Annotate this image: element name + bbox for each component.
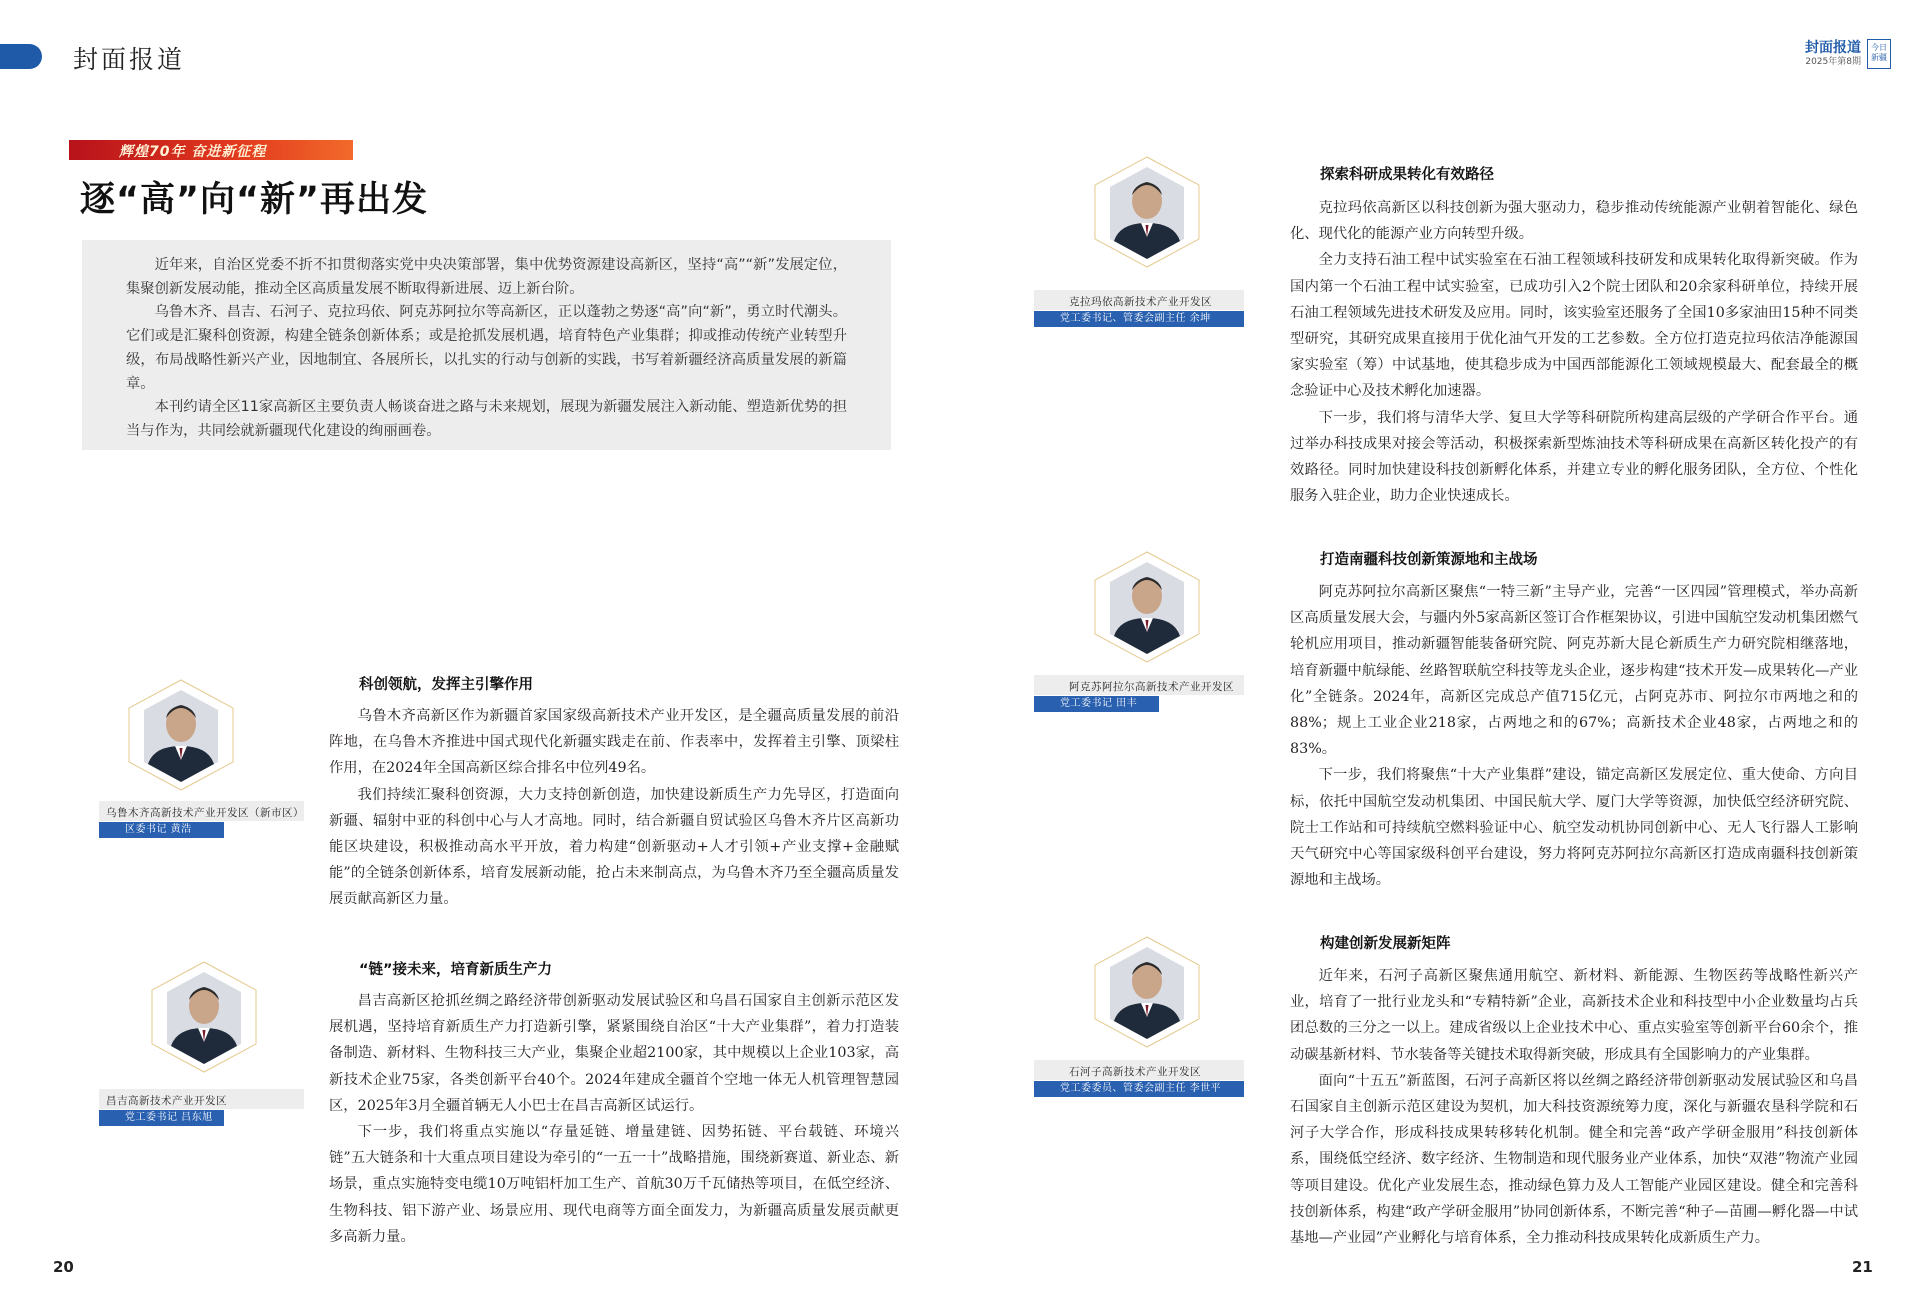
body-paragraph: 下一步，我们将重点实施以“存量延链、增量建链、因势拓链、平台载链、环境兴链”五大链条和十大重点项目建设为牵引的“一五一十”战略措施，围绕新赛道、新业态、新场景，重点实施特变电缆10万吨铝杆加工生产、首航30万千瓦储热等项目，在低空经济、生物科技、铝下游产业、场景应用、现代电商等方面全面发力，为新疆高质量发展贡献更多高新力量。 xyxy=(329,1124,899,1245)
anniversary-banner xyxy=(69,140,353,160)
body-paragraph: 乌鲁木齐高新区作为新疆首家国家级高新技术产业开发区，是全疆高质量发展的前沿阵地，在乌鲁木齐推进中国式现代化新疆实践走在前、作表率中，发挥着主引擎、顶梁柱作用，在2024年全国高新区综合排名中位列49名。 xyxy=(329,708,899,777)
section-body-karamay xyxy=(1290,195,1858,509)
profile-role: 党工委书记、管委会副主任 余坤 xyxy=(1034,311,1244,327)
intro-paragraph: 近年来，自治区党委不折不扣贯彻落实党中央决策部署，集中优势资源建设高新区，坚持“高”“新”发展定位，集聚创新发展动能，推动全区高质量发展不断取得新进展、迈上新台阶。 xyxy=(126,257,847,297)
magazine-badge: 今日新疆 xyxy=(1867,39,1891,69)
section-title: 封面报道 xyxy=(73,45,186,74)
profile-org: 乌鲁木齐高新技术产业开发区（新市区） xyxy=(106,807,304,819)
intro-paragraph: 乌鲁木齐、昌吉、石河子、克拉玛依、阿克苏阿拉尔等高新区，正以蓬勃之势逐“高”向“新”，勇立时代潮头。它们或是汇聚科创资源，构建全链条创新体系；或是抢抓发展机遇，培育特色产业集群；抑或推动传统产业转型升级，布局战略性新兴产业，因地制宜、各展所长，以扎实的行动与创新的实践，书写着新疆经济高质量发展的新篇章。 xyxy=(126,304,847,392)
body-paragraph: 下一步，我们将聚焦“十大产业集群”建设，锚定高新区发展定位、重大使命、方向目标，依托中国航空发动机集团、中国民航大学、厦门大学等资源，加快低空经济研究院、院士工作站和可持续航空燃料验证中心、航空发动机协同创新中心、无人飞行器人工影响天气研究中心等国家级科创平台建设，努力将阿克苏阿拉尔高新区打造成南疆科技创新策源地和主战场。 xyxy=(1290,767,1858,889)
body-paragraph: 克拉玛依高新区以科技创新为强大驱动力，稳步推动传统能源产业朝着智能化、绿色化、现代化的能源产业方向转型升级。 xyxy=(1290,200,1858,243)
section-body-shihezi xyxy=(1290,963,1858,1251)
profile-org: 石河子高新技术产业开发区 xyxy=(1069,1066,1201,1078)
section-heading-shihezi: 构建创新发展新矩阵 xyxy=(1320,936,1451,952)
portrait-frame xyxy=(147,960,261,1074)
portrait-photo xyxy=(1110,167,1184,259)
section-heading-urumqi: 科创领航，发挥主引擎作用 xyxy=(359,677,533,693)
article-headline: 逐“高”向“新”再出发 xyxy=(80,180,429,220)
body-paragraph: 昌吉高新区抢抓丝绸之路经济带创新驱动发展试验区和乌昌石国家自主创新示范区发展机遇，坚持培育新质生产力打造新引擎，紧紧围绕自治区“十大产业集群”，着力打造装备制造、新材料、生物科技三大产业，集聚企业超2100家，其中规模以上企业103家，高新技术企业75家，各类创新平台40个。2024年建成全疆首个空地一体无人机管理智慧园区，2025年3月全疆首辆无人小巴士在昌吉高新区试运行。 xyxy=(329,993,899,1114)
body-paragraph: 面向“十五五”新蓝图，石河子高新区将以丝绸之路经济带创新驱动发展试验区和乌昌石国家自主创新示范区建设为契机，加大科技资源统筹力度，深化与新疆农垦科学院和石河子大学合作，形成科技成果转移转化机制。健全和完善“政产学研金服用”科技创新体系，围绕低空经济、数字经济、生物制造和现代服务业产业体系，加快“双港”物流产业园等项目建设。优化产业发展生态，推动绿色算力及人工智能产业园区建设。健全和完善科技创新体系，构建“政产学研金服用”协同创新体系，不断完善“种子—苗圃—孵化器—中试基地—产业园”产业孵化与培育体系，全力推动科技成果转化成新质生产力。 xyxy=(1290,1072,1858,1247)
portrait-photo xyxy=(167,972,241,1064)
intro-paragraph: 本刊约请全区11家高新区主要负责人畅谈奋进之路与未来规划，展现为新疆发展注入新动能、塑造新优势的担当与作为，共同绘就新疆现代化建设的绚丽画卷。 xyxy=(126,399,847,439)
section-body-urumqi xyxy=(329,703,899,913)
body-paragraph: 全力支持石油工程中试实验室在石油工程领域科技研发和成果转化取得新突破。作为国内第一个石油工程中试实验室，已成功引入2个院士团队和20余家科研单位，持续开展石油工程领域先进技术研发及应用。同时，该实验室还服务了全国10多家油田15种不同类型研究，其研究成果直接用于优化油气开发的工艺参数。全方位打造克拉玛依洁净能源国家实验室（筹）中试基地，使其稳步成为中国西部能源化工领域规模最大、配套最全的概念验证中心及技术孵化加速器。 xyxy=(1290,252,1858,400)
profile-org: 克拉玛依高新技术产业开发区 xyxy=(1069,296,1212,308)
portrait-photo xyxy=(1110,562,1184,654)
header-right-title: 封面报道 xyxy=(1805,40,1861,56)
section-heading-changji: “链”接未来，培育新质生产力 xyxy=(359,962,553,978)
page-number-right: 21 xyxy=(1852,1258,1873,1276)
body-paragraph: 下一步，我们将与清华大学、复旦大学等科研院所构建高层级的产学研合作平台。通过举办科技成果对接会等活动，积极探索新型炼油技术等科研成果在高新区转化投产的有效路径。同时加快建设科技创新孵化体系，并建立专业的孵化服务团队，全方位、个性化服务入驻企业，助力企业快速成长。 xyxy=(1290,409,1858,505)
portrait-photo xyxy=(1110,947,1184,1039)
body-paragraph: 阿克苏阿拉尔高新区聚焦“一特三新”主导产业，完善“一区四园”管理模式，举办高新区高质量发展大会，与疆内外5家高新区签订合作框架协议，引进中国航空发动机集团燃气轮机应用项目，推动新疆智能装备研究院、阿克苏新大昆仑新质生产力研究院相继落地，培育新疆中航绿能、丝路智联航空科技等龙头企业，逐步构建“技术开发—成果转化—产业化”全链条。2024年，高新区完成总产值715亿元，占阿克苏市、阿拉尔市两地之和的88%；规上工业企业218家，占两地之和的67%；高新技术企业48家，占两地之和的83%。 xyxy=(1290,584,1858,758)
profile-org: 阿克苏阿拉尔高新技术产业开发区 xyxy=(1069,681,1234,693)
banner-label: 辉煌70年 奋进新征程 xyxy=(119,144,267,160)
portrait-frame xyxy=(1090,550,1204,664)
body-paragraph: 近年来，石河子高新区聚焦通用航空、新材料、新能源、生物医药等战略性新兴产业，培育了一批行业龙头和“专精特新”企业，高新技术企业和科技型中小企业数量均占兵团总数的三分之一以上。建成省级以上企业技术中心、重点实验室等创新平台60余个，推动碳基新材料、节水装备等关键技术取得新突破，形成具有全国影响力的产业集群。 xyxy=(1290,968,1858,1063)
portrait-photo xyxy=(144,690,218,782)
portrait-frame xyxy=(1090,935,1204,1049)
header-accent-bar xyxy=(0,44,42,69)
body-paragraph: 我们持续汇聚科创资源，大力支持创新创造，加快建设新质生产力先导区，打造面向新疆、辐射中亚的科创中心与人才高地。同时，结合新疆自贸试验区乌鲁木齐片区高新功能区块建设，积极推动高水平开放，着力构建“创新驱动+人才引领+产业支撑+金融赋能”的全链条创新体系，培育发展新动能，抢占未来制高点，为乌鲁木齐乃至全疆高质量发展贡献高新区力量。 xyxy=(329,786,899,908)
profile-role: 党工委书记 吕东旭 xyxy=(99,1110,224,1126)
profile-role: 党工委委员、管委会副主任 李世平 xyxy=(1034,1081,1244,1097)
section-heading-aksu: 打造南疆科技创新策源地和主战场 xyxy=(1320,552,1538,568)
profile-role: 区委书记 黄浩 xyxy=(99,822,224,838)
intro-box xyxy=(82,240,891,450)
page-number-left: 20 xyxy=(53,1258,74,1276)
profile-org: 昌吉高新技术产业开发区 xyxy=(106,1095,227,1107)
section-body-changji xyxy=(329,988,899,1250)
header-issue: 2025年第8期 xyxy=(1805,57,1861,67)
portrait-frame xyxy=(1090,155,1204,269)
section-body-aksu xyxy=(1290,579,1858,893)
header-right xyxy=(1768,40,1861,68)
portrait-frame xyxy=(124,678,238,792)
profile-role: 党工委书记 田丰 xyxy=(1034,696,1159,712)
section-heading-karamay: 探索科研成果转化有效路径 xyxy=(1320,167,1494,183)
